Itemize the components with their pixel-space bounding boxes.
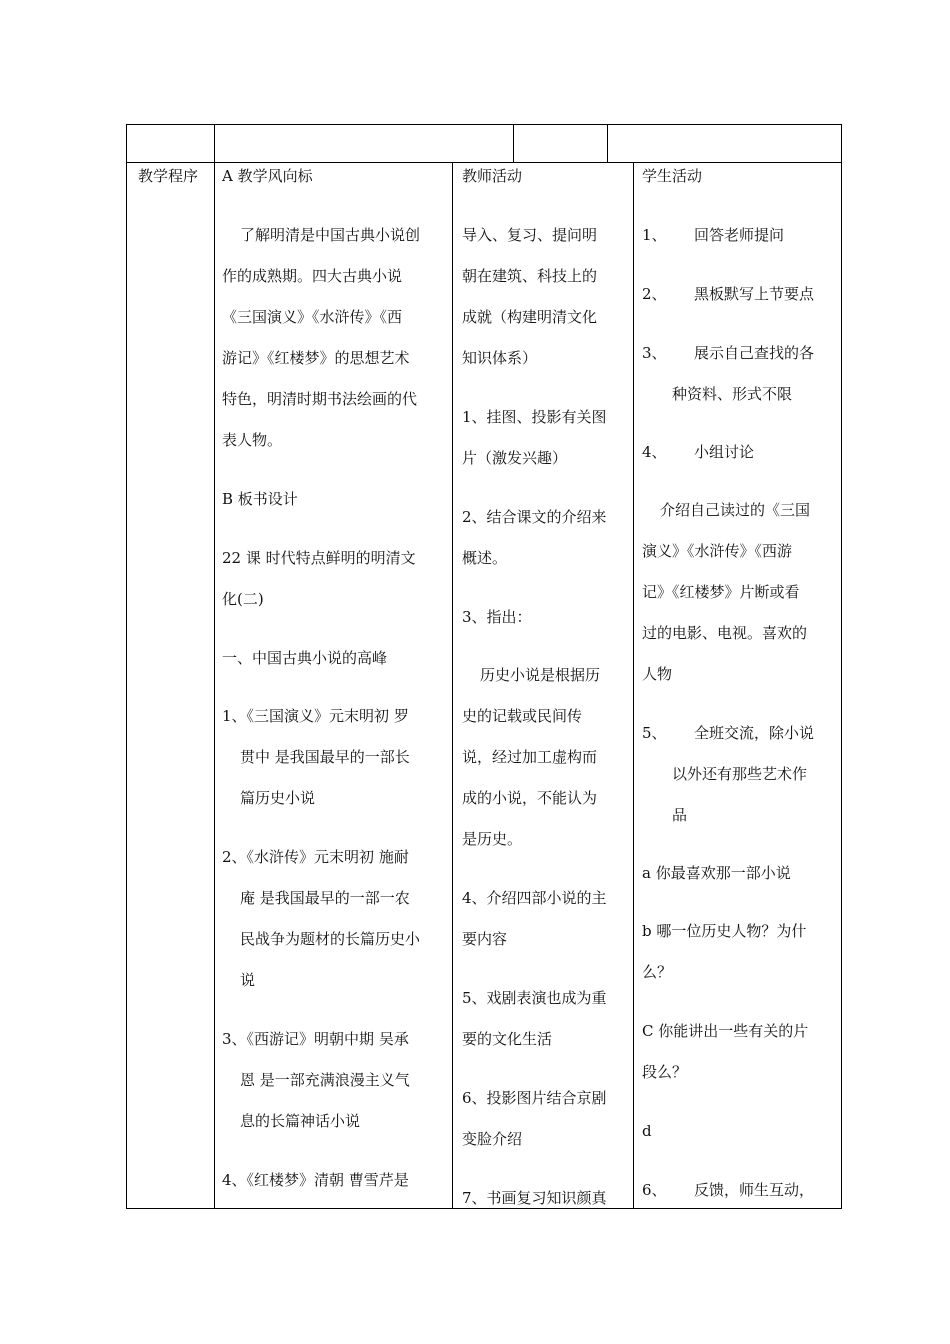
- student-item: 小组讨论: [694, 443, 755, 461]
- novel-item: 恩 是一部充满浪漫主义气: [240, 1071, 410, 1089]
- top-row-divider-b: [607, 124, 608, 162]
- column-divider-2: [452, 162, 453, 1209]
- teacher-intro: 成就（构建明清文化: [462, 308, 598, 326]
- teacher-intro: 知识体系）: [462, 349, 538, 367]
- question-c: C 你能讲出一些有关的片: [642, 1022, 809, 1040]
- question-d: d: [642, 1122, 652, 1140]
- student-item-number: 4、: [642, 443, 667, 461]
- student-item: 回答老师提问: [694, 226, 785, 244]
- novel-item: 4、《红楼梦》清朝 曹雪芹是: [222, 1171, 409, 1189]
- student-item: 种资料、形式不限: [672, 385, 793, 403]
- novel-item: 说: [240, 971, 256, 989]
- novel-item: 民战争为题材的长篇历史小: [240, 930, 421, 948]
- question-c: 段么？: [642, 1063, 688, 1081]
- teacher-item: 7、书画复习知识颜真: [462, 1189, 607, 1207]
- student-paragraph: 演义》《水浒传》《西游: [642, 542, 793, 560]
- teacher-item: 3、指出：: [462, 608, 532, 626]
- teacher-item: 要的文化生活: [462, 1030, 553, 1048]
- row-label: 教学程序: [138, 167, 199, 185]
- teacher-item: 概述。: [462, 549, 508, 567]
- table-top-border: [126, 124, 842, 125]
- teacher-item: 4、介绍四部小说的主: [462, 889, 607, 907]
- teacher-note: 成的小说，不能认为: [462, 789, 598, 807]
- header-teacher-activity: 教师活动: [462, 167, 523, 185]
- student-paragraph: 过的电影、电视。喜欢的: [642, 624, 808, 642]
- student-item: 展示自己查找的各: [694, 344, 815, 362]
- goal-line: 《三国演义》《水浒传》《西: [222, 308, 403, 326]
- teacher-intro: 朝在建筑、科技上的: [462, 267, 598, 285]
- table-right-border: [841, 124, 842, 1209]
- teacher-item: 变脸介绍: [462, 1130, 523, 1148]
- lesson-title: 22 课 时代特点鲜明的明清文: [222, 549, 416, 567]
- student-paragraph: 记》《红楼梦》片断或看: [642, 583, 800, 601]
- goal-line: 游记》《红楼梦》的思想艺术: [222, 349, 410, 367]
- table-bottom-border: [126, 1208, 842, 1209]
- teacher-note: 史的记载或民间传: [462, 707, 583, 725]
- header-row-divider: [126, 162, 842, 163]
- teacher-note: 是历史。: [462, 830, 523, 848]
- novel-item: 贯中 是我国最早的一部长: [240, 748, 410, 766]
- teacher-item: 要内容: [462, 930, 508, 948]
- student-item-number: 3、: [642, 344, 667, 362]
- teacher-item: 1、挂图、投影有关图: [462, 408, 607, 426]
- teacher-item: 2、结合课文的介绍来: [462, 508, 607, 526]
- question-a: a 你最喜欢那一部小说: [642, 864, 791, 882]
- column-divider-3: [633, 162, 634, 1209]
- column-divider-1: [214, 124, 215, 1209]
- teacher-note: 说，经过加工虚构而: [462, 748, 598, 766]
- table-left-border: [126, 124, 127, 1209]
- student-paragraph: 介绍自己读过的《三国: [660, 501, 811, 519]
- student-item: 反馈，师生互动，: [694, 1181, 815, 1199]
- student-paragraph: 人物: [642, 665, 673, 683]
- goal-line: 作的成熟期。四大古典小说: [222, 267, 403, 285]
- goal-line: 了解明清是中国古典小说创: [240, 226, 421, 244]
- novel-item: 1、《三国演义》元末明初 罗: [222, 707, 409, 725]
- teacher-note: 历史小说是根据历: [480, 666, 601, 684]
- question-b: b 哪一位历史人物？为什: [642, 922, 807, 940]
- top-row-divider-a: [513, 124, 514, 162]
- student-item: 以外还有那些艺术作: [672, 765, 808, 783]
- novel-item: 庵 是我国最早的一部一农: [240, 889, 410, 907]
- student-item: 品: [672, 806, 688, 824]
- novel-item: 篇历史小说: [240, 789, 316, 807]
- teacher-item: 6、投影图片结合京剧: [462, 1089, 607, 1107]
- goal-line: 表人物。: [222, 431, 283, 449]
- board-design-title: B 板书设计: [222, 490, 298, 508]
- novel-item: 2、《水浒传》元末明初 施耐: [222, 848, 409, 866]
- goal-line: 特色，明清时期书法绘画的代: [222, 390, 418, 408]
- student-item-number: 6、: [642, 1181, 667, 1199]
- student-item-number: 2、: [642, 285, 667, 303]
- novel-item: 3、《西游记》明朝中期 吴承: [222, 1030, 409, 1048]
- student-item-number: 1、: [642, 226, 667, 244]
- student-item: 黑板默写上节要点: [694, 285, 815, 303]
- novel-item: 息的长篇神话小说: [240, 1112, 361, 1130]
- lesson-title: 化(二): [222, 590, 264, 608]
- section-heading: 一、中国古典小说的高峰: [222, 649, 388, 667]
- teacher-item: 片（激发兴趣）: [462, 449, 568, 467]
- teacher-item: 5、戏剧表演也成为重: [462, 989, 607, 1007]
- question-b: 么？: [642, 963, 673, 981]
- student-item-number: 5、: [642, 724, 667, 742]
- student-item: 全班交流，除小说: [694, 724, 815, 742]
- header-student-activity: 学生活动: [642, 167, 703, 185]
- teacher-intro: 导入、复习、提问明: [462, 226, 598, 244]
- header-teaching-goal: A 教学风向标: [222, 167, 313, 185]
